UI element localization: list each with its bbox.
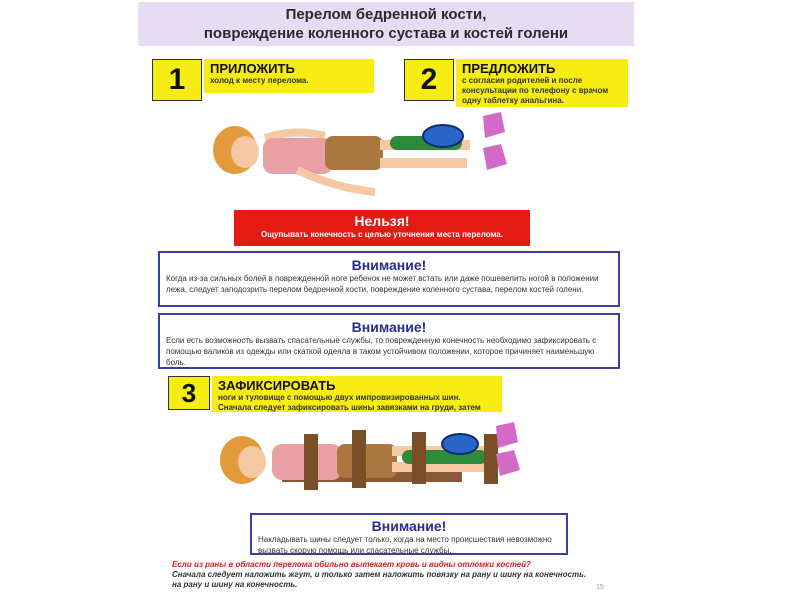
step-2-heading: ПРЕДЛОЖИТЬ [462, 61, 556, 76]
shoe-bottom-shape [483, 144, 507, 170]
attention-box-3 [250, 513, 568, 555]
sock-top-shape [467, 126, 485, 140]
footer-note [172, 560, 622, 590]
step-1-heading: ПРИЛОЖИТЬ [210, 61, 295, 76]
step-1-box [204, 59, 374, 93]
footer-answer-2: на рану и шину на конечность. [172, 580, 298, 589]
step-2-number: 2 [404, 59, 454, 101]
footer-question: Если из раны в области перелома обильно вытекает кровь и видны отломки костей? [172, 560, 531, 569]
leg-bottom-shape [380, 158, 470, 168]
step-1-number: 1 [152, 59, 202, 101]
forbidden-body: Ощупывать конечность с целью уточнения места перелома. [261, 230, 503, 239]
cold-pack-shape [423, 125, 463, 147]
shoe-bottom-shape-2 [496, 450, 520, 476]
attention-3-title: Внимание! [371, 518, 447, 534]
forbidden-title: Нельзя! [354, 213, 410, 229]
title-line-1: Перелом бедренной кости, [285, 6, 487, 23]
step-3-body-line-1: ноги и туловище с помощью двух импровизированных шин. [218, 393, 461, 402]
step-3-number: 3 [168, 376, 210, 410]
lower-arm-shape [297, 170, 375, 192]
face-shape [231, 136, 259, 168]
shoe-top-shape [483, 112, 505, 138]
illustration-splint [212, 420, 532, 508]
arm-shape [265, 132, 325, 138]
step-2-box [456, 59, 628, 107]
footer-answer-1: Сначала следует наложить жгут, и только затем наложить повязку на рану и шину на конечность. [172, 570, 587, 579]
tie-4-shape [484, 434, 498, 484]
tie-2-shape [352, 430, 366, 488]
attention-1-title: Внимание! [351, 257, 427, 273]
shorts-shape-2 [337, 444, 397, 478]
step-1-body: холод к месту перелома. [210, 76, 309, 85]
cold-pack-shape-2 [442, 434, 478, 454]
shoe-top-shape-2 [496, 422, 518, 448]
forbidden-box [234, 210, 530, 246]
page-number: 15 [596, 584, 604, 591]
face-shape-2 [238, 446, 266, 478]
attention-1-body: Когда из-за сильных болей в поврежденной ноге ребенок не может встать или даже пошевелить ногой в положении лежа, следует заподозрить перелом бедренной кости, повреждение коленного сустава, перелом костей голени. [166, 274, 599, 294]
attention-box-1 [158, 251, 620, 307]
step-3-box [212, 376, 502, 412]
tie-1-shape [304, 434, 318, 490]
illustration-cold-pack [205, 108, 515, 200]
page-title [138, 2, 634, 46]
step-2-body: с согласия родителей и после консультации по телефону с врачом одну таблетку анальгина. [462, 76, 609, 105]
attention-box-2 [158, 313, 620, 369]
attention-2-body: Если есть возможность вызвать спасательные службы, то поврежденную конечность необходимо зафиксировать с помощью валиков из одежды или скаткой одеяла в таком устойчивом положении, которое причиняет наименьшую боль. [166, 336, 597, 367]
tie-3-shape [412, 432, 426, 484]
shorts-shape [325, 136, 383, 170]
attention-2-title: Внимание! [351, 319, 427, 335]
step-3-body-line-2: Сначала следует зафиксировать шины завязками на груди, затем [218, 403, 481, 412]
sock-bottom-shape [467, 156, 485, 170]
attention-3-body: Накладывать шины следует только, когда на место происшествия невозможно вызвать скорую помощь или спасательные службы. [258, 535, 552, 555]
step-3-heading: ЗАФИКСИРОВАТЬ [218, 378, 336, 393]
title-line-2: повреждение коленного сустава и костей голени [203, 25, 569, 42]
